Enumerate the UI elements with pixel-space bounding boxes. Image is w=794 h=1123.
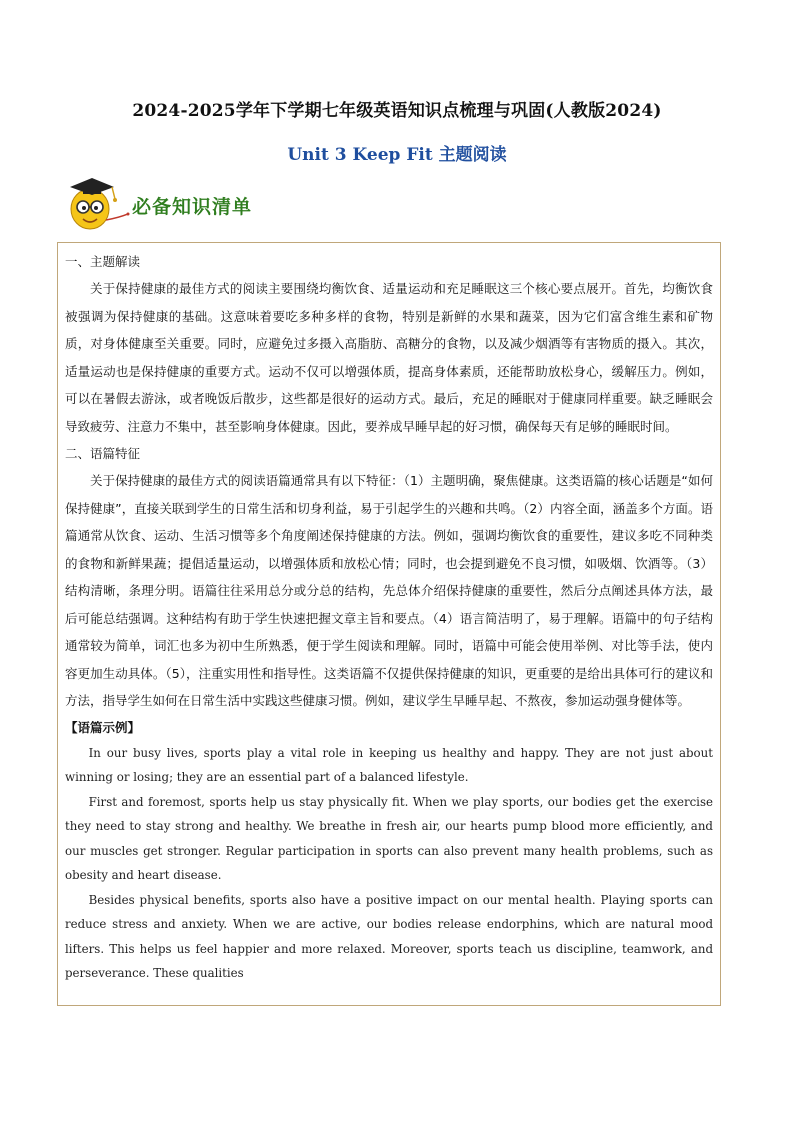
- part2-heading: 二、语篇特征: [65, 446, 141, 461]
- unit-subtitle: Unit 3 Keep Fit 主题阅读: [287, 145, 507, 165]
- example-paragraph-3: Besides physical benefits, sports also have a positive impact on our mental health. Playing sports can reduce stress and anxiety. When we are active, our bodies release endorphins, which are natural mood lifters. This helps us feel happier and more relaxed. Moreover, sports teach us discipline, teamwork, and perseverance. These qualities: [65, 892, 713, 980]
- example-paragraph-2: First and foremost, sports help us stay physically fit. When we play sports, our bodies get the exercise they need to stay strong and healthy. We breathe in fresh air, our hearts pump blood more efficiently, and our muscles get stronger. Regular participation in sports can also prevent many health problems, such as obesity and heart disease.: [65, 794, 713, 882]
- document-title: 2024-2025学年下学期七年级英语知识点梳理与巩固(人教版2024): [132, 101, 662, 121]
- part1-paragraph: 关于保持健康的最佳方式的阅读主要围绕均衡饮食、适量运动和充足睡眠这三个核心要点展开。首先，均衡饮食被强调为保持健康的基础。这意味着要吃多种多样的食物，特别是新鲜的水果和蔬菜，因为它们富含维生素和矿物质，对身体健康至关重要。同时，应避免过多摄入高脂肪、高糖分的食物，以及减少烟酒等有害物质的摄入。其次，适量运动也是保持健康的重要方式。运动不仅可以增强体质，提高身体素质，还能帮助放松身心，缓解压力。例如，可以在暑假去游泳，或者晚饭后散步，这些都是很好的运动方式。最后，充足的睡眠对于健康同样重要。缺乏睡眠会导致疲劳、注意力不集中，甚至影响身体健康。因此，要养成早睡早起的好习惯，确保每天有足够的睡眠时间。: [65, 281, 713, 434]
- part2-paragraph: 关于保持健康的最佳方式的阅读语篇通常具有以下特征：（1）主题明确，聚焦健康。这类语篇的核心话题是“如何保持健康”，直接关联到学生的日常生活和切身利益，易于引起学生的兴趣和共鸣。（2）内容全面，涵盖多个方面。语篇通常从饮食、运动、生活习惯等多个角度阐述保持健康的方法。例如，强调均衡饮食的重要性，建议多吃不同种类的食物和新鲜果蔬；提倡适量运动，以增强体质和放松心情；同时，也会提到避免不良习惯，如吸烟、饮酒等。（3）结构清晰，条理分明。语篇往往采用总分或分总的结构，先总体介绍保持健康的重要性，然后分点阐述具体方法，最后可能总结强调。这种结构有助于学生快速把握文章主旨和要点。（4）语言简洁明了，易于理解。语篇中的句子结构通常较为简单，词汇也多为初中生所熟悉，便于学生阅读和理解。同时，语篇中可能会使用举例、对比等手法，使内容更加生动具体。（5），注重实用性和指导性。这类语篇不仅提供保持健康的知识，更重要的是给出具体可行的建议和方法，指导学生如何在日常生活中实践这些健康习惯。例如，建议学生早睡早起、不熬夜，参加运动强身健体等。: [65, 473, 713, 708]
- content-frame: [57, 242, 721, 1006]
- example-label: 【语篇示例】: [65, 719, 141, 735]
- part1-heading: 一、主题解读: [65, 254, 141, 269]
- example-paragraph-1: In our busy lives, sports play a vital role in keeping us healthy and happy. They are not just about winning or losing; they are an essential part of a balanced lifestyle.: [65, 745, 713, 784]
- section-heading: 必备知识清单: [132, 196, 253, 218]
- scholar-mascot-icon: [66, 174, 130, 234]
